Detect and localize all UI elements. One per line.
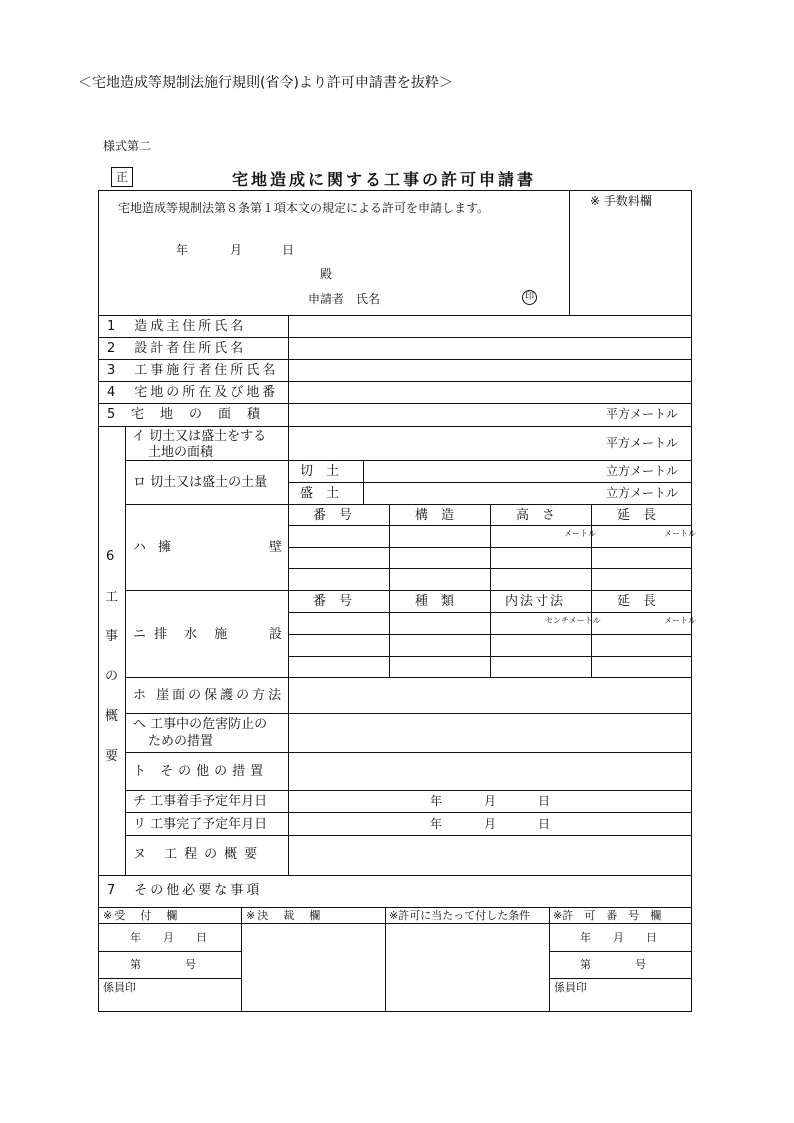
- ni-label-2: 設: [269, 627, 283, 642]
- ha-label: ハ 擁: [133, 540, 176, 555]
- ri-label: リ 工事完了予定年月日: [133, 817, 268, 832]
- reception-clerk-seal: 係員印: [103, 981, 136, 994]
- permit-number: 第 号: [580, 958, 646, 971]
- nu-label: ヌ 工程の概要: [133, 847, 265, 862]
- permit-date: 年 月 日: [580, 931, 657, 944]
- row-1-label: 1 造成主住所氏名: [107, 319, 247, 334]
- ni-unit-length: メートル: [664, 616, 696, 625]
- permit-number-header: ※許 可 番 号 欄: [553, 909, 662, 922]
- fee-box-label: ※ 手数料欄: [590, 194, 652, 208]
- row-4-label: 4 宅地の所在及び地番: [107, 385, 279, 400]
- row-2-label: 2 設計者住所氏名: [107, 341, 247, 356]
- ni-unit-size: センチメートル: [545, 616, 601, 625]
- ha-header-3: 高 さ: [516, 508, 556, 523]
- permit-clerk-seal: 係員印: [554, 981, 587, 994]
- chi-label: チ 工事着手予定年月日: [133, 794, 268, 809]
- ha-header-1: 番 号: [313, 508, 353, 523]
- row-5-label: 宅地の面積: [131, 407, 277, 422]
- row-6-number: 6: [106, 549, 115, 564]
- intro-day: 日: [282, 243, 295, 257]
- to-label: ト その他の措置: [133, 764, 269, 779]
- decision-header: ※決 裁 欄: [246, 909, 323, 922]
- ha-unit-length: メートル: [664, 529, 696, 538]
- ha-header-4: 延 長: [617, 508, 657, 523]
- i-unit: 平方メートル: [606, 436, 679, 450]
- row-6-char-5: 要: [105, 749, 119, 764]
- ro-cut-unit: 立方メートル: [606, 464, 679, 478]
- row-7-label: 7 その他必要な事項: [107, 883, 263, 898]
- row-6-char-3: の: [105, 669, 119, 684]
- chi-year: 年: [430, 794, 443, 808]
- i-label-2: 土地の面積: [148, 445, 214, 460]
- i-label-1: イ 切土又は盛土をする: [132, 429, 267, 444]
- reception-number: 第 号: [130, 958, 196, 971]
- he-label-2: ための措置: [148, 734, 214, 749]
- excerpt-title: ＜宅地造成等規制法施行規則(省令)より許可申請書を抜粋＞: [78, 75, 453, 91]
- row-5-unit: 平方メートル: [606, 407, 679, 421]
- ni-header-1: 番 号: [313, 594, 353, 609]
- addressee-suffix: 殿: [320, 267, 333, 281]
- row-6-char-1: 工: [105, 590, 119, 605]
- reception-header: ※受 付 欄: [103, 909, 180, 922]
- row-5-number: 5: [107, 407, 116, 422]
- ha-unit-height: メートル: [564, 529, 596, 538]
- ro-cut: 切 土: [300, 464, 340, 479]
- intro-year: 年: [176, 243, 189, 257]
- form-number: 様式第二: [103, 139, 152, 153]
- ho-label: ホ 崖面の保護の方法: [133, 688, 285, 703]
- ro-label: ロ 切土又は盛土の土量: [133, 475, 268, 490]
- ro-fill-unit: 立方メートル: [606, 486, 679, 500]
- ro-fill: 盛 土: [300, 486, 340, 501]
- intro-month: 月: [230, 243, 243, 257]
- conditions-header: ※許可に当たって付した条件: [389, 909, 531, 922]
- ha-label-2: 壁: [269, 540, 283, 555]
- seal-mark: 印: [522, 290, 537, 305]
- ni-header-3: 内法寸法: [505, 594, 566, 609]
- row-6-char-2: 事: [105, 629, 119, 644]
- intro-statement: 宅地造成等規制法第８条第１項本文の規定による許可を申請します。: [118, 201, 490, 215]
- row-3-label: 3 工事施行者住所氏名: [107, 363, 279, 378]
- ni-header-4: 延 長: [617, 594, 657, 609]
- he-label-1: へ 工事中の危害防止の: [133, 717, 268, 732]
- original-mark: 正: [111, 167, 133, 187]
- chi-month: 月: [484, 794, 497, 808]
- ni-label: ニ 排 水 施: [133, 627, 230, 642]
- applicant-label: 申請者 氏名: [308, 292, 381, 306]
- ri-day: 日: [538, 817, 551, 831]
- reception-date: 年 月 日: [130, 931, 207, 944]
- ri-month: 月: [484, 817, 497, 831]
- ha-header-2: 構 造: [415, 508, 455, 523]
- chi-day: 日: [538, 794, 551, 808]
- ri-year: 年: [430, 817, 443, 831]
- ni-header-2: 種 類: [415, 594, 455, 609]
- form-title: 宅地造成に関する工事の許可申請書: [232, 170, 537, 189]
- row-6-char-4: 概: [105, 709, 119, 724]
